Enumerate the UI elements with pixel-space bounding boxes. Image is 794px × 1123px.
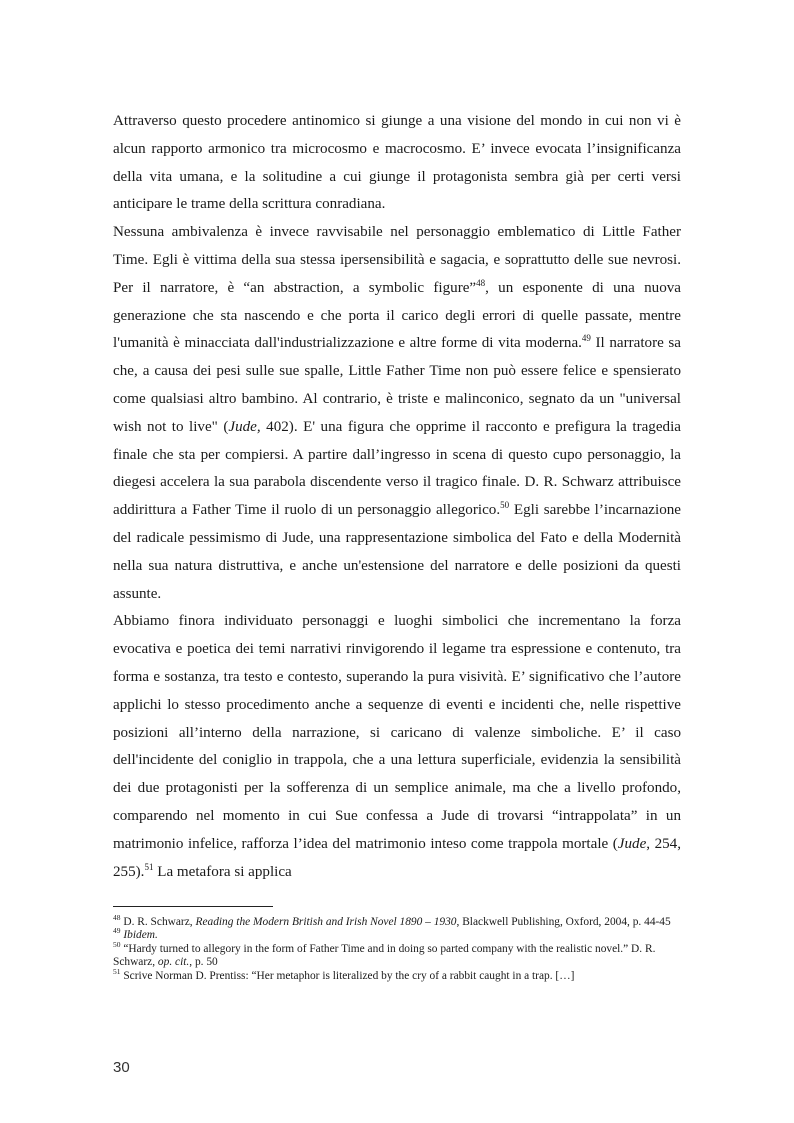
text-run: Attraverso questo procedere antinomico si giunge a una visione del mondo in cui non vi è alcun rapporto armonico tra microcosmo e macrocosmo. E’ invece evocata l’insignificanza della vita umana, e la solitudine a cui giunge il protagonista sembra già per certi versi anticipare le trame della scrittura conradiana.	[113, 113, 681, 213]
body-text	[113, 108, 681, 886]
footnote-ref: 48	[476, 277, 486, 288]
text-run: Scrive Norman D. Prentiss: “Her metaphor is literalized by the cry of a rabbit caught in a trap. […]	[120, 969, 575, 982]
text-run: , 254, 255).	[113, 835, 681, 880]
text-run: D. R. Schwarz,	[120, 916, 196, 928]
italic-text: Jude,	[228, 418, 261, 435]
italic-text: Ibidem.	[123, 929, 158, 942]
footnote	[113, 926, 681, 942]
text-run: Abbiamo finora individuato personaggi e luoghi simbolici che incrementano la forza evocativa e poetica dei temi narrativi rinvigorendo il legame tra espressione e contenuto, tra forma e sostanza, tra testo e contesto, superando la pura visività. E’ significativo che l’autore applichi lo stesso procedimento anche a sequenze di eventi e incidenti che, nelle rispettive posizioni all’interno della narrazione, si caricano di valenze simboliche. E’ il caso dell'incidente del coniglio in trappola, che a una lettura superficiale, evidenzia la sensibilità dei due protagonisti per la sofferenza di un semplice animale, ma che a livello profondo, comparendo nel momento in cui Sue confessa a Jude di trovarsi “intrappolata” in un matrimonio infelice, rafforza l’idea del matrimonio inteso come trappola mortale (	[113, 613, 681, 852]
footnote-ref: 48	[113, 913, 121, 923]
footnote-ref: 49	[113, 926, 121, 936]
italic-text: Reading the Modern British and Irish Novel 1890 – 1930	[195, 916, 457, 928]
paragraph	[113, 608, 681, 886]
text-run: Nessuna ambivalenza è invece ravvisabile nel personaggio emblematico di Little Father Time. Egli è vittima della sua stessa ipersensibilità e sagacia, e soprattutto delle sue nevrosi. Per il narratore, è “an abstraction, a symbolic figure”	[113, 224, 681, 296]
text-run: “Hardy turned to allegory in the form of Father Time and in doing so parted company with the realistic novel.” D. R. Schwarz,	[113, 942, 656, 969]
footnote-separator	[113, 906, 273, 907]
footnote-ref: 51	[144, 861, 154, 872]
paragraph	[113, 108, 681, 219]
footnote-ref: 50	[113, 940, 121, 950]
footnote-ref: 49	[581, 333, 591, 344]
text-run: , p. 50	[189, 956, 218, 969]
footnote	[113, 940, 681, 970]
footnote-ref: 50	[500, 500, 510, 511]
footnote	[113, 913, 681, 929]
page-number: 30	[113, 1059, 130, 1076]
text-run: La metafora si applica	[153, 863, 292, 880]
italic-text: op. cit.	[157, 956, 190, 969]
footnote-ref: 51	[113, 966, 121, 976]
italic-text: Jude	[617, 835, 647, 852]
text-run: , Blackwell Publishing, Oxford, 2004, p. 44-45	[456, 916, 671, 928]
text-run: Il narratore sa che, a causa dei pesi sulle sue spalle, Little Father Time non può essere felice e spensierato come qualsiasi altro bambino. Al contrario, è triste e malinconico, segnato da un "universal wish not to live" (	[113, 335, 682, 435]
text-run: , un esponente di una nuova generazione che sta nascendo e che porta il carico degli errori di quelle passate, mentre l'umanità è minacciata dall'industrializzazione e altre forme di vita moderna.	[113, 279, 681, 352]
text-run: Egli sarebbe l’incarnazione del radicale pessimismo di Jude, una rappresentazione simbolica del Fato e della Modernità nella sua natura distruttiva, e anche un'estensione del narratore e delle posizioni da questi assunte.	[113, 502, 681, 602]
text-run: 402). E' una figura che opprime il racconto e prefigura la tragedia finale che sta per compiersi. A partire dall’ingresso in scena di questo cupo personaggio, la diegesi accelera la sua parabola discendente verso il tragico finale. D. R. Schwarz attribuisce addirittura a Father Time il ruolo di un personaggio allegorico.	[113, 418, 681, 519]
paragraph	[113, 219, 681, 608]
footnote	[113, 966, 681, 983]
footnotes	[113, 913, 681, 983]
